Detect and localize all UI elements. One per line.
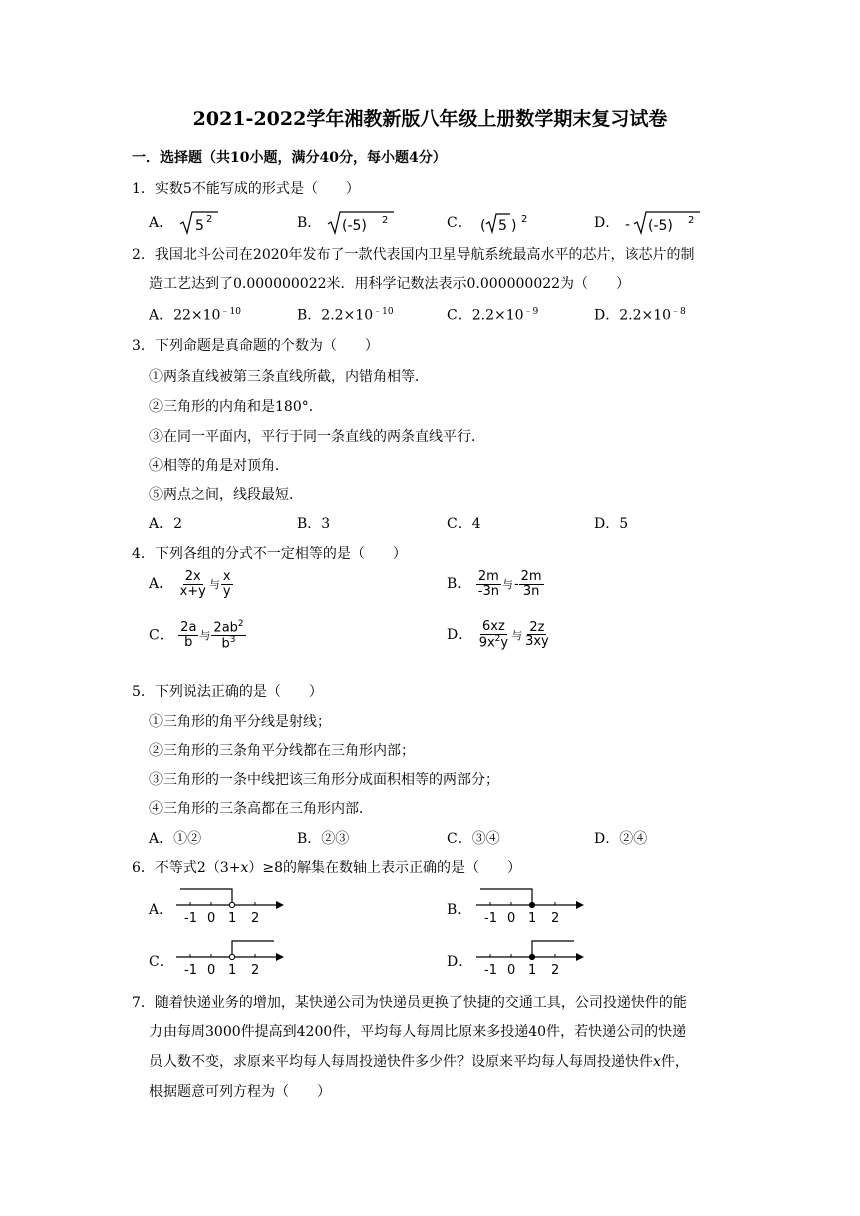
q4-b-fraction-1 (476, 570, 501, 598)
q1-option-c (447, 210, 536, 236)
q4-option-d-label: D． (447, 626, 473, 643)
q6-stem-variable: x (240, 860, 249, 876)
q1-option-a-sqrt (178, 210, 222, 236)
q4-b-fraction-2 (519, 570, 544, 598)
q6-number-line-c (174, 937, 286, 979)
question-7-line4: 根据题意可列方程为（ ） (149, 1084, 331, 1100)
question-3-stem: 3．下列命题是真命题的个数为（ ） (132, 338, 379, 354)
q3-option-c: C．4 (447, 516, 481, 532)
tick-label: 2 (251, 911, 260, 926)
q3-option-a: A．2 (149, 516, 183, 532)
denominator: 3xy (525, 634, 549, 650)
numerator: 2z (529, 619, 545, 635)
question-7-line2: 力由每周3000件提高到4200件，平均每人每周比原来多投递40件，若快递公司的快递 (149, 1024, 687, 1040)
q3-option-d: D．5 (594, 516, 629, 532)
denominator-exponent: 3 (229, 634, 236, 645)
tick-label: 1 (228, 911, 237, 926)
numerator: 2a (180, 620, 197, 636)
q7-line3-end: 件， (660, 1054, 689, 1070)
yu-text: 与 (501, 578, 513, 592)
q2-option-c (447, 304, 538, 325)
q3-item-5: ⑤两点之间，线段最短． (149, 487, 303, 503)
q5-option-c: C．③④ (447, 831, 500, 847)
tick-label: 1 (528, 911, 537, 926)
tick-label: 2 (551, 911, 560, 926)
question-7-line1: 7．随着快递业务的增加，某快递公司为快递员更换了快捷的交通工具，公司投递快件的能 (132, 995, 687, 1011)
q6-number-line-d (474, 937, 586, 979)
svg-text:(-5): (-5) (341, 218, 367, 234)
q5-item-2: ②三角形的三条角平分线都在三角形内部； (149, 743, 415, 759)
question-1-stem: 1．实数5不能写成的形式是（ ） (132, 181, 360, 197)
denominator-part-1: 9x (478, 634, 495, 650)
q1-option-b-sqrt (326, 210, 396, 236)
q4-c-fraction-2 (211, 620, 245, 651)
question-2-line1: 2．我国北斗公司在2020年发布了一款代表国内卫星导航系统最高水平的芯片，该芯片的制 (132, 247, 695, 263)
tick-label: 2 (251, 963, 260, 978)
q2-option-c-text: C．2.2×10 (447, 307, 524, 324)
q4-option-a-label: A． (149, 576, 174, 593)
yu-text: 与 (511, 628, 523, 642)
q6-option-a-label: A． (149, 902, 174, 918)
q3-item-1: ①两条直线被第三条直线所截，内错角相等． (149, 369, 429, 385)
tick-label: -1 (184, 911, 197, 926)
q1-option-d-sqrt (624, 210, 706, 236)
section-heading: 一．选择题（共10小题，满分40分，每小题4分） (132, 150, 447, 166)
numerator: 2m (477, 569, 499, 584)
q4-option-b-label: B． (447, 576, 472, 593)
q6-option-d-label: D． (447, 954, 473, 970)
q4-a-fraction-1 (178, 570, 208, 598)
q6-option-b-label: B． (447, 902, 472, 918)
q1-option-d (594, 210, 706, 236)
q1-option-b (297, 210, 396, 236)
denominator: x+y (179, 583, 206, 599)
q6-option-c-label: C． (149, 954, 174, 970)
q1-option-c-label: C． (447, 215, 472, 231)
svg-text:(: ( (480, 218, 486, 234)
question-7-line3 (149, 1051, 689, 1071)
q1-option-d-label: D． (594, 215, 620, 231)
q4-a-fraction-2 (221, 570, 233, 598)
q4-d-fraction-2 (523, 621, 551, 649)
q5-item-4: ④三角形的三条高都在三角形内部． (149, 801, 373, 817)
q1-option-c-sqrt (476, 210, 536, 236)
q4-c-fraction-1 (178, 621, 198, 649)
q7-line3-text: 员人数不变，求原来平均每人每周投递快件多少件？设原来平均每人每周投递快件 (149, 1054, 653, 1070)
svg-text:(-5): (-5) (647, 218, 673, 234)
q2-option-c-exponent: ﹣9 (523, 307, 539, 317)
q4-option-c-label: C． (149, 627, 174, 644)
svg-text:2: 2 (521, 214, 528, 225)
denominator: b (184, 634, 193, 650)
q2-option-d-text: D．2.2×10 (594, 307, 672, 324)
denominator: y (222, 583, 231, 599)
q5-option-d: D．②④ (594, 831, 648, 847)
q6-stem-pre: 6．不等式2（3+ (132, 860, 241, 876)
svg-text:5: 5 (498, 218, 508, 234)
q2-option-d (594, 304, 686, 325)
denominator (477, 635, 510, 650)
q2-option-a-text: A．22×10 (149, 307, 221, 324)
tick-label: 0 (207, 911, 216, 926)
q7-variable: x (653, 1054, 661, 1070)
numerator: x (222, 569, 231, 584)
tick-label: 1 (228, 963, 237, 978)
tick-label: 0 (207, 963, 216, 978)
minus-sign: - (513, 577, 519, 593)
tick-label: -1 (484, 963, 497, 978)
q5-item-1: ①三角形的角平分线是射线； (149, 714, 331, 730)
question-2-line2: 造工艺达到了0.000000022米．用科学记数法表示0.000000022为（ ） (149, 276, 631, 292)
q2-option-a-exponent: ﹣10 (220, 307, 241, 317)
yu-text: 与 (208, 578, 220, 592)
q1-option-a-label: A． (149, 215, 174, 231)
denominator (220, 636, 238, 651)
numerator-exponent: 2 (237, 619, 244, 629)
q5-option-a: A．①② (149, 831, 202, 847)
q2-option-b-exponent: ﹣10 (373, 307, 394, 317)
q1-option-b-label: B． (297, 215, 322, 231)
q6-stem-post: ）≥8的解集在数轴上表示正确的是（ ） (248, 860, 521, 876)
svg-text:2: 2 (205, 214, 212, 225)
q3-option-b: B．3 (297, 516, 331, 532)
denominator: 3n (522, 583, 540, 599)
tick-label: 0 (507, 963, 516, 978)
q2-option-a (149, 304, 241, 325)
q2-option-d-exponent: ﹣8 (671, 307, 686, 317)
q3-item-2: ②三角形的内角和是180°． (149, 399, 323, 415)
q6-number-line-a (174, 885, 286, 927)
q4-option-c (149, 620, 246, 651)
q5-item-3: ③三角形的一条中线把该三角形分成面积相等的两部分； (149, 772, 499, 788)
denominator: -3n (477, 583, 499, 599)
tick-label: -1 (184, 963, 197, 978)
tick-label: 2 (551, 963, 560, 978)
tick-label: 0 (507, 911, 516, 926)
q4-option-d (447, 620, 551, 650)
q3-item-4: ④相等的角是对顶角． (149, 458, 289, 474)
q6-number-line-b (474, 885, 586, 927)
question-6-stem (132, 857, 521, 877)
question-4-stem: 4．下列各组的分式不一定相等的是（ ） (132, 546, 407, 562)
q2-option-b (297, 304, 394, 325)
numerator-base: 2ab (213, 620, 238, 636)
denominator-exponent: 2 (494, 633, 501, 644)
svg-text:-: - (624, 217, 630, 233)
numerator (211, 620, 245, 636)
numerator: 2m (520, 569, 542, 584)
svg-text:2: 2 (687, 215, 695, 226)
exam-title: 2021-2022学年湘教新版八年级上册数学期末复习试卷 (192, 108, 668, 130)
denominator-base: b (221, 636, 230, 652)
svg-text:): ) (511, 218, 517, 234)
numerator: 2x (184, 569, 201, 584)
svg-text:2: 2 (381, 215, 389, 226)
q3-item-3: ③在同一平面内，平行于同一条直线的两条直线平行． (149, 429, 485, 445)
tick-label: 1 (528, 963, 537, 978)
q1-option-a (149, 210, 222, 236)
q2-option-b-text: B．2.2×10 (297, 307, 374, 324)
q4-option-a (149, 570, 233, 598)
q4-option-b (447, 570, 544, 598)
question-5-stem: 5．下列说法正确的是（ ） (132, 684, 323, 700)
yu-text: 与 (199, 629, 211, 643)
q4-d-fraction-1 (477, 620, 510, 650)
denominator-part-2: y (500, 634, 509, 650)
tick-label: -1 (484, 911, 497, 926)
q5-option-b: B．②③ (297, 831, 350, 847)
numerator: 6xz (481, 619, 505, 634)
svg-text:5: 5 (194, 218, 204, 234)
